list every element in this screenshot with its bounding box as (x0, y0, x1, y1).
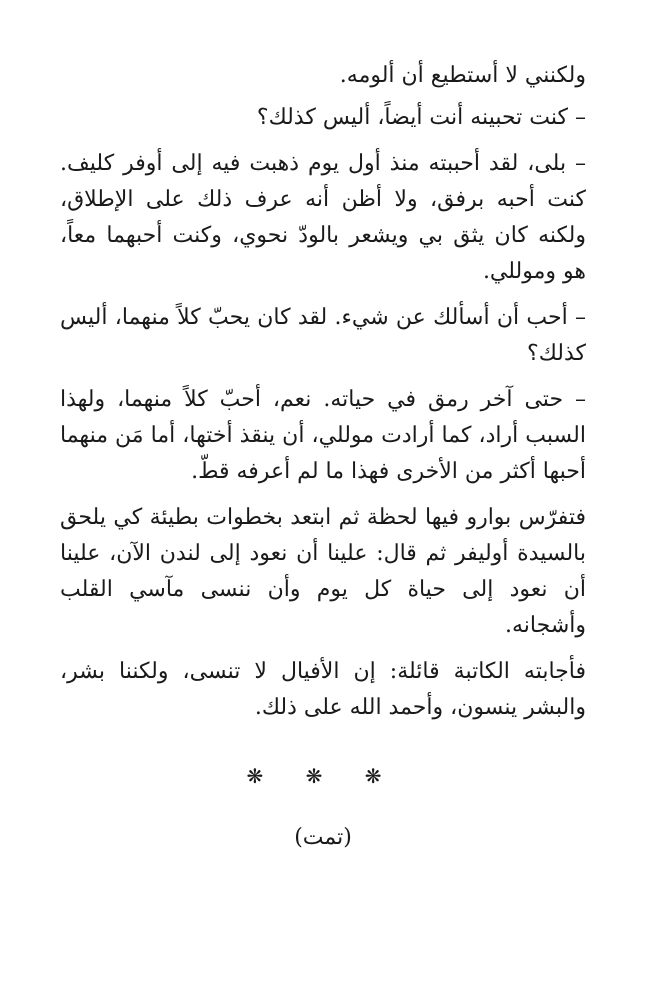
ending-label: (تمت) (294, 825, 352, 850)
paragraph-6: فتفرّس بوارو فيها لحظة ثم ابتعد بخطوات بطيئة كي يلحق بالسيدة أوليفر ثم قال: علينا أن نعود إلى لندن الآن، علينا أن نعود إلى حياة كل يوم وأن ننسى مآسي القلب وأشجانه. (60, 505, 586, 638)
paragraph-2: – كنت تحبينه أنت أيضاً، أليس كذلك؟ (256, 105, 586, 130)
paragraph-3: – بلى، لقد أحببته منذ أول يوم ذهبت فيه إلى أوفر كليف. كنت أحبه برفق، ولا أظن أنه عرف ذلك على الإطلاق، ولكنه كان يثق بي ويشعر بالودّ نحوي، وكنت أحبهما معاً، هو وموللي. (60, 151, 586, 284)
section-separator: ❋ ❋ ❋ (246, 764, 400, 788)
paragraph-5: – حتى آخر رمق في حياته. نعم، أحبّ كلاً منهما، ولهذا السبب أراد، كما أرادت موللي، أن ينقذ أختها، أما مَن منهما أحبها أكثر من الأخرى فهذا ما لم أعرفه قطّ. (60, 387, 586, 484)
paragraph-4: – أحب أن أسألك عن شيء. لقد كان يحبّ كلاً منهما، أليس كذلك؟ (60, 305, 586, 366)
paragraph-1: ولكنني لا أستطيع أن ألومه. (339, 63, 586, 88)
page-body (60, 58, 586, 856)
paragraph-7: فأجابته الكاتبة قائلة: إن الأفيال لا تنسى، ولكننا بشر، والبشر ينسون، وأحمد الله على ذلك. (60, 659, 586, 720)
